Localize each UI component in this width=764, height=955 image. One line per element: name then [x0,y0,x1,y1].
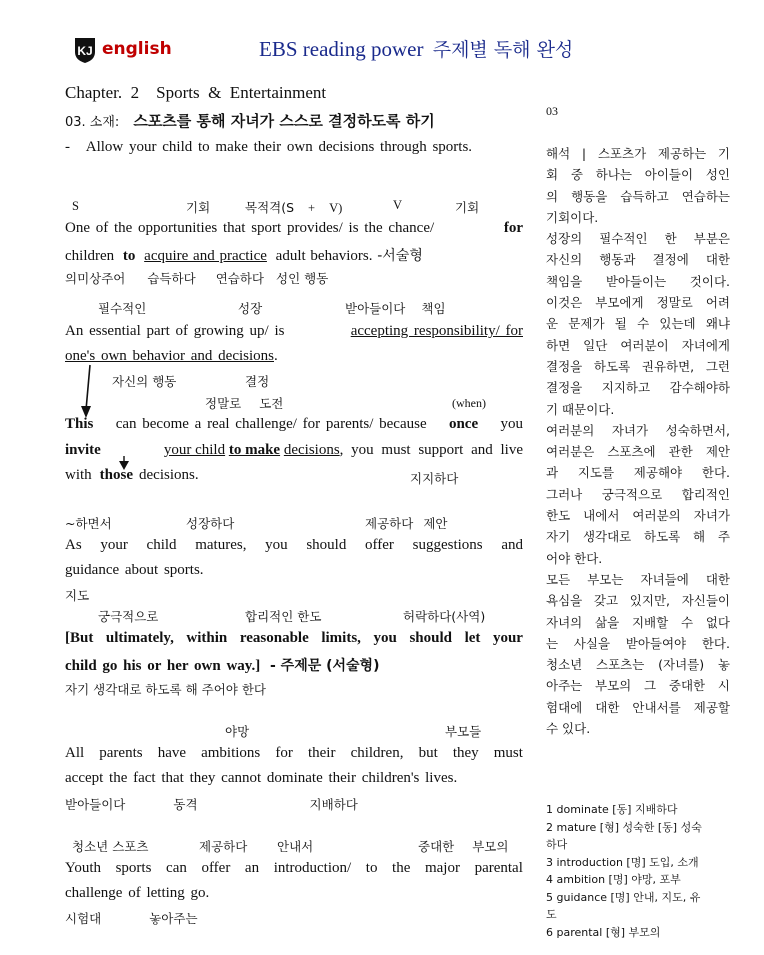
sentence-line: invite your child to make decisions, you must support and live [65,442,523,458]
gloss-row: 받아들이다 동격 지배하다 [65,797,358,812]
gloss-row: 자신의 행동 [112,374,177,389]
sentence-line: accept the fact that they cannot dominate their children's lives. [65,770,458,786]
translation-line: 자녀의 삶을 지배할 수 없다 [546,614,730,630]
translation-line: 기 때문이다. [546,401,615,417]
brand-label: english [102,39,172,59]
gloss-row: V [393,198,403,212]
gloss-row: 야망 [225,724,250,739]
vocab-item: 4 ambition [명] 야망, 포부 [546,873,681,886]
topic-sentence-tag: - 주제문 (서술형) [269,658,380,674]
gloss-row: 지지하다 [410,471,459,486]
page-title-ko: 주제별 독해 완성 [432,39,574,61]
translation-line: 어야 한다. [546,550,603,566]
translation-line: 자기 생각대로 하도록 해 주 [546,529,730,545]
sentence-line: child go his or her own way.] - 주제문 (서술형) [65,658,380,674]
sentence-line: As your child matures, you should offer suggestions and [65,537,523,553]
page-title [259,35,573,62]
gloss-row: 받아들이다 책임 [345,301,446,316]
gloss-row: 청소년 스포츠 [72,839,149,854]
translation-line: 는 사실을 받아들여야 한다. [546,635,730,651]
translation-line: 기회이다. [546,209,599,225]
gloss-row: 궁극적으로 [98,609,159,624]
gloss-row: 정말로 도전 [205,396,284,411]
vocab-item: 3 introduction [명] 도입, 소개 [546,855,699,869]
gloss-row: 기회 [455,200,480,215]
gloss-row: S [72,199,79,213]
vocab-item: 2 mature [형] 성숙한 [동] 성숙 [546,820,702,834]
translation-line: 의 행동을 습득하고 연습하는 [546,188,730,204]
translation-line: 청소년 스포츠는 (자녀를) 놓 [546,657,730,673]
vocab-item: 1 dominate [동] 지배하다 [546,803,678,816]
gloss-row: 부모들 [445,724,482,739]
section-title: 스포츠를 통해 자녀가 스스로 결정하도록 하기 [133,112,435,130]
gloss-row: 결정 [245,374,270,389]
sentence-line: with those decisions. [65,467,199,483]
sentence-line: challenge of letting go. [65,885,210,901]
gloss-row: 제공하다 제안 [365,516,448,531]
sentence-line: [But ultimately, within reasonable limits, you should let your [65,630,523,646]
translation-line: 험대에 대한 안내서를 제공할 [546,699,730,715]
translation-line: 여러분의 자녀가 성숙하면서, [546,422,730,438]
translation-text [546,143,730,739]
translation-line: 이것은 부모에게 정말로 어려 [546,295,730,311]
translation-line: 아주는 부모의 그 중대한 시 [546,678,730,694]
gloss-row: 허락하다(사역) [403,609,486,624]
sentence-line: children to acquire and practice adult behaviors. -서술형 [65,248,423,264]
translation-line: 하면 일단 여러분이 자녀에게 [546,337,730,353]
gloss-row: 기회 [186,200,211,215]
gloss-row: ~하면서 [65,516,112,531]
sentence-line: guidance about sports. [65,562,204,578]
vocab-list [546,801,702,941]
translation-line: 운 문제가 될 수 있는데 왜냐 [546,316,730,332]
gloss-row: 목적격(S + V) [245,200,343,215]
gloss-row: 성장 [238,301,263,316]
logo-letters: KJ [77,44,93,58]
sentence-line: An essential part of growing up/ is accepting responsibility/ for [65,323,523,339]
gloss-row: 필수적인 [98,301,147,316]
translation-line: 모든 부모는 자녀들에 대한 [546,571,730,587]
sidebar-number: 03 [546,104,558,118]
translation-line: 결정을 지지하고 감수해야하 [546,380,730,396]
translation-line: 자신의 행동과 결정에 대한 [546,252,730,268]
gloss-row: 지도 [65,588,90,603]
kj-logo-icon [72,36,98,64]
vocab-item: 6 parental [형] 부모의 [546,925,661,939]
vocab-item: 5 guidance [명] 안내, 지도, 유 [546,890,701,904]
sentence-line: one's own behavior and decisions. [65,348,278,364]
translation-line: 성장의 필수적인 한 부분은 [546,231,730,247]
subtitle-dash: - [65,139,70,155]
sentence-line: This can become a real challenge/ for parents/ because once you [65,416,523,432]
translation-line: 여러분은 스포츠에 관한 제안 [546,444,730,460]
gloss-row: 안내서 [277,839,314,854]
translation-line: 수 있다. [546,721,591,737]
gloss-row: 중대한 부모의 [418,839,509,854]
gloss-row: 의미상주어 습득하다 연습하다 성인 행동 [65,271,329,286]
section-number: 03. 소재: [65,115,120,130]
sentence-line: One of the opportunities that sport provides/ is the chance/ for [65,220,523,236]
gloss-row: 성장하다 [186,516,235,531]
translation-line: 회 중 하나는 아이들이 성인 [546,167,730,183]
gloss-row: 제공하다 [199,839,248,854]
sentence-line: Youth sports can offer an introduction/ to the major parental [65,860,523,876]
translation-line: 한도 내에서 여러분의 자녀가 [546,508,730,524]
gloss-row: 시험대 놓아주는 [65,911,198,926]
section-subtitle [65,139,472,156]
vocab-item: 도 [546,908,557,921]
section-heading [65,110,435,131]
translation-line: 해석 | 스포츠가 제공하는 기 [546,146,730,161]
translation-line: 결정을 하도록 권유하면, 그런 [546,358,730,374]
translation-line: 그러나 궁극적으로 합리적인 [546,486,730,502]
sentence-line: All parents have ambitions for their children, but they must [65,745,523,761]
chapter-heading: Chapter. 2 Sports & Entertainment [65,83,327,102]
gloss-row: 자기 생각대로 하도록 해 주어야 한다 [65,682,266,697]
gloss-row: 합리적인 한도 [245,609,322,624]
vocab-item: 하다 [546,838,568,851]
translation-line: 과 지도를 제공해야 한다. [546,465,730,481]
page-title-en: EBS reading power [259,37,424,61]
subtitle-text: Allow your child to make their own decisions through sports. [85,139,473,155]
gloss-row: (when) [452,396,486,410]
translation-line: 욕심을 갖고 있지만, 자신들이 [546,593,730,609]
translation-line: 책임을 받아들이는 것이다. [546,273,730,289]
